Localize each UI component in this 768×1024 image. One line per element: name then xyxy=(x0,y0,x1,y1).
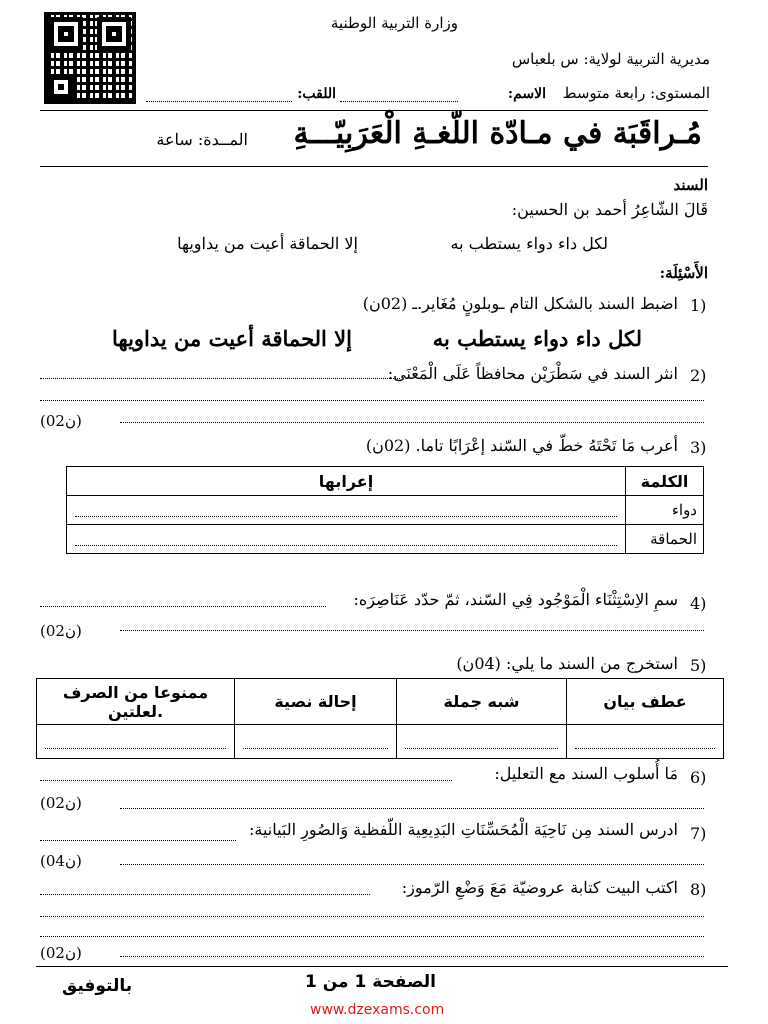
extract-header: عطف بيان xyxy=(567,679,724,725)
directorate-name: مديرية التربية لولاية: س بلعباس xyxy=(511,50,710,68)
header-divider-bottom xyxy=(40,166,708,167)
irab-header: إعرابها xyxy=(67,467,626,496)
irab-cell[interactable] xyxy=(67,525,626,554)
extract-cell[interactable] xyxy=(397,725,567,759)
irab-table xyxy=(66,466,704,554)
voweled-verse-first: لكل داء دواء يستطب به xyxy=(432,326,642,351)
extract-table xyxy=(36,678,724,759)
level-label: المستوى: رابعة متوسط xyxy=(562,84,710,102)
irab-cell[interactable] xyxy=(67,496,626,525)
question-number: 4) xyxy=(690,594,707,613)
question-number: 3) xyxy=(690,438,707,457)
question-number: 8) xyxy=(690,880,707,899)
question-mark: (02ن) xyxy=(40,794,82,812)
name-field[interactable] xyxy=(340,101,458,102)
word-header: الكلمة xyxy=(626,467,704,496)
question-text: اكتب البيت كتابة عروضيّة مَعَ وَضْعِ الرّموز: xyxy=(401,878,678,897)
answer-line[interactable] xyxy=(40,606,326,607)
extract-header: ممنوعا من الصرف لعلتين. xyxy=(37,679,235,725)
answer-line[interactable] xyxy=(40,378,400,379)
answer-line[interactable] xyxy=(120,864,704,865)
verse-first-half: لكل داء دواء يستطب به xyxy=(450,234,608,253)
question-number: 2) xyxy=(690,366,707,385)
question-text: مَا أُسلوب السند مع التعليل: xyxy=(494,764,678,783)
extract-header: إحالة نصية xyxy=(235,679,397,725)
answer-line[interactable] xyxy=(40,840,236,841)
question-number: 7) xyxy=(690,824,707,843)
verse-second-half: إلا الحماقة أعيت من يداويها xyxy=(177,234,358,253)
question-text: اضبط السند بالشكل التام ـوبلونٍ مُغَاير.ـ (02ن) xyxy=(362,294,678,313)
question-text: أعرب مَا تَحْتَهُ خطّ في السّند إعْرَابًا تاما. (02ن) xyxy=(365,436,678,455)
answer-line[interactable] xyxy=(40,894,370,895)
answer-line[interactable] xyxy=(120,808,704,809)
question-mark: (04ن) xyxy=(40,852,82,870)
extract-cell[interactable] xyxy=(37,725,235,759)
qr-code-icon xyxy=(44,12,136,104)
answer-line[interactable] xyxy=(120,956,704,957)
question-text: انثر السند في سَطْرَيْن محافظاً عَلَى الْمَعْنَى: xyxy=(387,364,678,383)
question-number: 1) xyxy=(690,296,707,315)
question-number: 5) xyxy=(690,656,707,675)
answer-line[interactable] xyxy=(40,936,704,937)
page-title: مُـراقَبَة في مـادّة اللّغـةِ الْعَرَبِيّـــةِ xyxy=(293,116,702,151)
question-text: سمِ الاِسْتِثْنَاء الْمَوْجُود فِي السّند، ثمّ حدّد عَنَاصِرَه: xyxy=(353,590,678,609)
voweled-verse-second: إلا الحماقة أعيت من يداويها xyxy=(111,326,352,351)
extract-cell[interactable] xyxy=(235,725,397,759)
page-indicator: الصفحة 1 من 1 xyxy=(304,972,436,992)
question-text: ادرس السند مِن نَاحِيَة الْمُحَسِّنَاتِ البَدِيعِية اللّفظية وَالصُورِ البَيانية: xyxy=(248,820,678,839)
good-luck-text: بالتوفيق xyxy=(62,976,133,996)
header-divider-top xyxy=(40,110,708,111)
word-cell: الحماقة xyxy=(626,525,704,554)
extract-header: شبه جملة xyxy=(397,679,567,725)
questions-label: الأَسْئِلَة: xyxy=(659,264,708,282)
text-section-label: السند xyxy=(673,176,708,194)
answer-line[interactable] xyxy=(40,400,704,401)
duration-label: المــدة: ساعة xyxy=(156,130,248,149)
question-text: استخرج من السند ما يلي: (04ن) xyxy=(456,654,678,673)
question-mark: (02ن) xyxy=(40,412,82,430)
answer-line[interactable] xyxy=(120,630,704,631)
answer-line[interactable] xyxy=(120,422,704,423)
poet-intro: قَالَ الشّاعِرُ أحمد بن الحسين: xyxy=(511,200,708,219)
question-number: 6) xyxy=(690,768,707,787)
extract-cell[interactable] xyxy=(567,725,724,759)
name-label: الاسم: xyxy=(507,86,546,102)
answer-line[interactable] xyxy=(40,916,704,917)
surname-field[interactable] xyxy=(146,101,292,102)
source-url-link[interactable]: www.dzexams.com xyxy=(310,1002,445,1018)
question-mark: (02ن) xyxy=(40,944,82,962)
word-cell: دواء xyxy=(626,496,704,525)
footer-divider xyxy=(36,966,728,967)
answer-line[interactable] xyxy=(40,780,452,781)
question-mark: (02ن) xyxy=(40,622,82,640)
ministry-name: وزارة التربية الوطنية xyxy=(330,14,458,32)
surname-label: اللقب: xyxy=(297,86,336,102)
